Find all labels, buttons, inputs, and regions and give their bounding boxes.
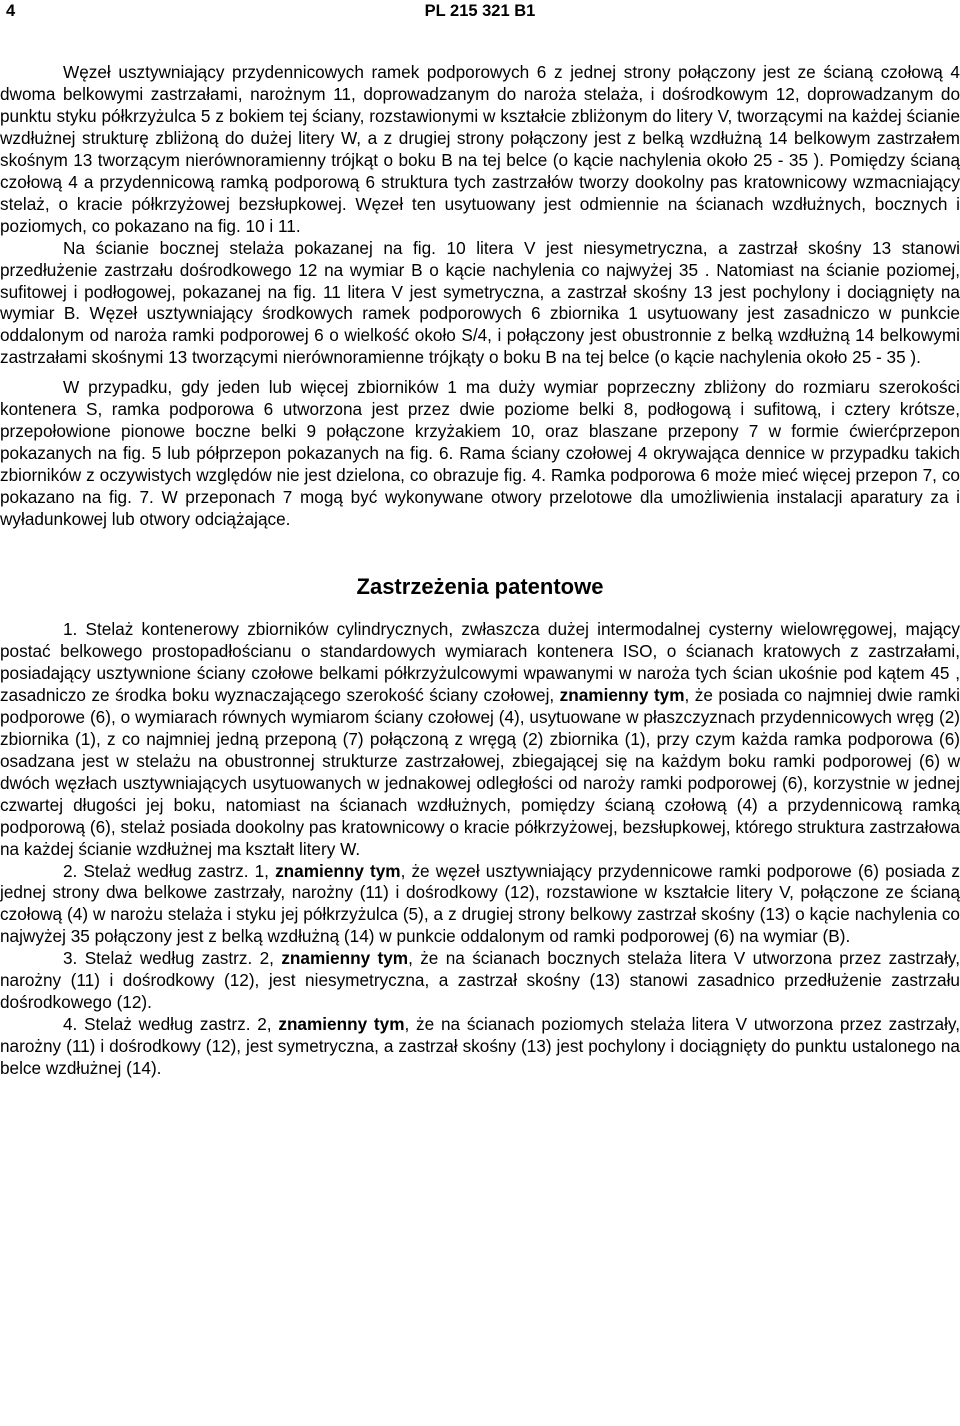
page-number: 4 <box>6 2 16 20</box>
claim-1: 1. Stelaż kontenerowy zbiorników cylindrycznych, zwłaszcza dużej intermodalnej cysterny wielowręgowej, mający postać belkowego prostopadłościanu o standardowych wymiarach kontenera ISO, o ścianach kratowych z zastrzałami, posiadający usztywnione ściany czołowe belkami półkrzyżulcowymi wpawanymi w naroża tych ścian ukośnie pod kątem 45 , zasadniczo ze środka boku wyznaczającego szerokość ściany czołowej, znamienny tym, że posiada co najmniej dwie ramki podporowe (6), o wymiarach równych wymiarom ściany czołowej (4), usytuowane w płaszczyznach przydennicowych wręg (2) zbiornika (1), z co najmniej jedną przeponą (7) połączoną z wręgą (2) zbiornika (1), przy czym każda ramka podporowa (6) osadzana jest w stelażu na obustronnej strukturze zastrzałowej, zbiegającej się na każdym boku ramki podporowej (6) w dwóch węzłach usztywniających usytuowanych w jednakowej odległości od naroży ramki podporowej (6), korzystnie w jednej czwartej długości jej boku, natomiast na ścianach wzdłużnych, pomiędzy ścianą czołową (4) a przydennicową ramką podporową (6), stelaż posiada dookolny pas kratownicowy o kracie półkrzyżowej, bezsłupkowej, którego struktura zastrzałowa na każdej ścianie wzdłużnej ma kształt litery W. <box>0 619 960 859</box>
claim-keyword: znamienny tym <box>559 684 685 705</box>
claim-keyword: znamienny tym <box>281 948 409 969</box>
claim-3: 3. Stelaż według zastrz. 2, znamienny tym, że na ścianach bocznych stelaża litera V utworzona przez zastrzały, narożny (11) i dośrodkowy (12), jest niesymetryczna, a zastrzał skośny (13) stanowi zasadnico przedłużenie zastrzału dośrodkowego (12). <box>0 948 960 1013</box>
claim-keyword: znamienny tym <box>275 860 401 881</box>
description-paragraph-3: W przypadku, gdy jeden lub więcej zbiorników 1 ma duży wymiar poprzeczny zbliżony do rozmiaru szerokości kontenera S, ramka podporowa 6 utworzona jest przez dwie poziome belki 8, podłogową i sufitową, i cztery krótsze, przepołowione pionowe boczne belki 9 połączone krzyżakiem 10, oraz blaszane przepony 7 w formie ćwierćprzepon pokazanych na fig. 5 lub półprzepon pokazanych na fig. 6. Rama ściany czołowej 4 okrywająca dennice w przypadku takich zbiorników z oczywistych względów nie jest dzielona, co obrazuje fig. 4. Ramka podporowa 6 może mieć więcej przepon 7, co pokazano na fig. 7. W przeponach 7 mogą być wykonywane otwory przelotowe dla umożliwienia instalacji aparatury za i wyładunkowej lub otwory odciążające. <box>0 377 960 530</box>
claim-2: 2. Stelaż według zastrz. 1, znamienny tym, że węzeł usztywniający przydennicowe ramki podporowe (6) posiada z jednej strony dwa belkowe zastrzały, narożny (11) i dośrodkowy (12), rozstawione w kształcie litery V, połączone ze ścianą czołową (4) w narożu stelaża i styku jej półkrzyżulca (5), a z drugiej strony belkowy zastrzał skośny (13) o kącie nachylenia co najwyżej 35 połączony jest z belką wzdłużną (14) w punkcie oddalonym od ramki podporowej (6) na wymiar (B). <box>0 860 960 947</box>
document-body <box>0 62 960 1080</box>
page-header <box>0 0 960 22</box>
patent-id: PL 215 321 B1 <box>424 2 536 20</box>
claim-4: 4. Stelaż według zastrz. 2, znamienny tym, że na ścianach poziomych stelaża litera V utworzona przez zastrzały, narożny (11) i dośrodkowy (12), jest symetryczna, a zastrzał skośny (13) jest pochylony i dociągnięty do punktu ustalonego na belce wzdłużnej (14). <box>0 1014 960 1079</box>
claim-keyword: znamienny tym <box>278 1014 405 1035</box>
description-paragraph-1: Węzeł usztywniający przydennicowych ramek podporowych 6 z jednej strony połączony jest ze ścianą czołową 4 dwoma belkowymi zastrzałami, narożnym 11, doprowadzanym do naroża stelaża, i dośrodkowym 12, doprowadzanym do punktu styku półkrzyżulca 5 z bokiem tej ściany, rozstawionymi w kształcie zbliżonym do litery V, tworzącymi na każdej ścianie wzdłużnej strukturę zbliżoną do dużej litery W, a z drugiej strony połączony jest z belką wzdłużną 14 belkowym zastrzałem skośnym 13 tworzącym nierównoramienny trójkąt o boku B na tej belce (o kącie nachylenia około 25 - 35 ). Pomiędzy ścianą czołową 4 a przydennicową ramką podporową 6 struktura tych zastrzałów tworzy dookolny pas kratownicowy wzmacniający stelaż, o kracie półkrzyżowej bezsłupkowej. Węzeł ten usytuowany jest odmiennie na ścianach wzdłużnych, bocznych i poziomych, co pokazano na fig. 10 i 11. <box>0 62 960 236</box>
claims-heading: Zastrzeżenia patentowe <box>356 574 604 600</box>
description-paragraph-2: Na ścianie bocznej stelaża pokazanej na fig. 10 litera V jest niesymetryczna, a zastrzał skośny 13 stanowi przedłużenie zastrzału dośrodkowego 12 na wymiar B o kącie nachylenia co najwyżej 35 . Natomiast na ścianie poziomej, sufitowej i podłogowej, pokazanej na fig. 11 litera V jest symetryczna, a zastrzał skośny 13 jest pochylony i dociągnięty na wymiar B. Węzeł usztywniający środkowych ramek podporowych 6 zbiornika 1 usytuowany jest zasadniczo w punkcie oddalonym od naroża ramki podporowej 6 o wielkość około S/4, i połączony jest obustronnie z belką wzdłużną 14 belkowymi zastrzałami skośnymi 13 tworzącymi nierównoramienne trójkąty o boku B na tej belce (o kącie nachylenia około 25 - 35 ). <box>0 237 960 368</box>
